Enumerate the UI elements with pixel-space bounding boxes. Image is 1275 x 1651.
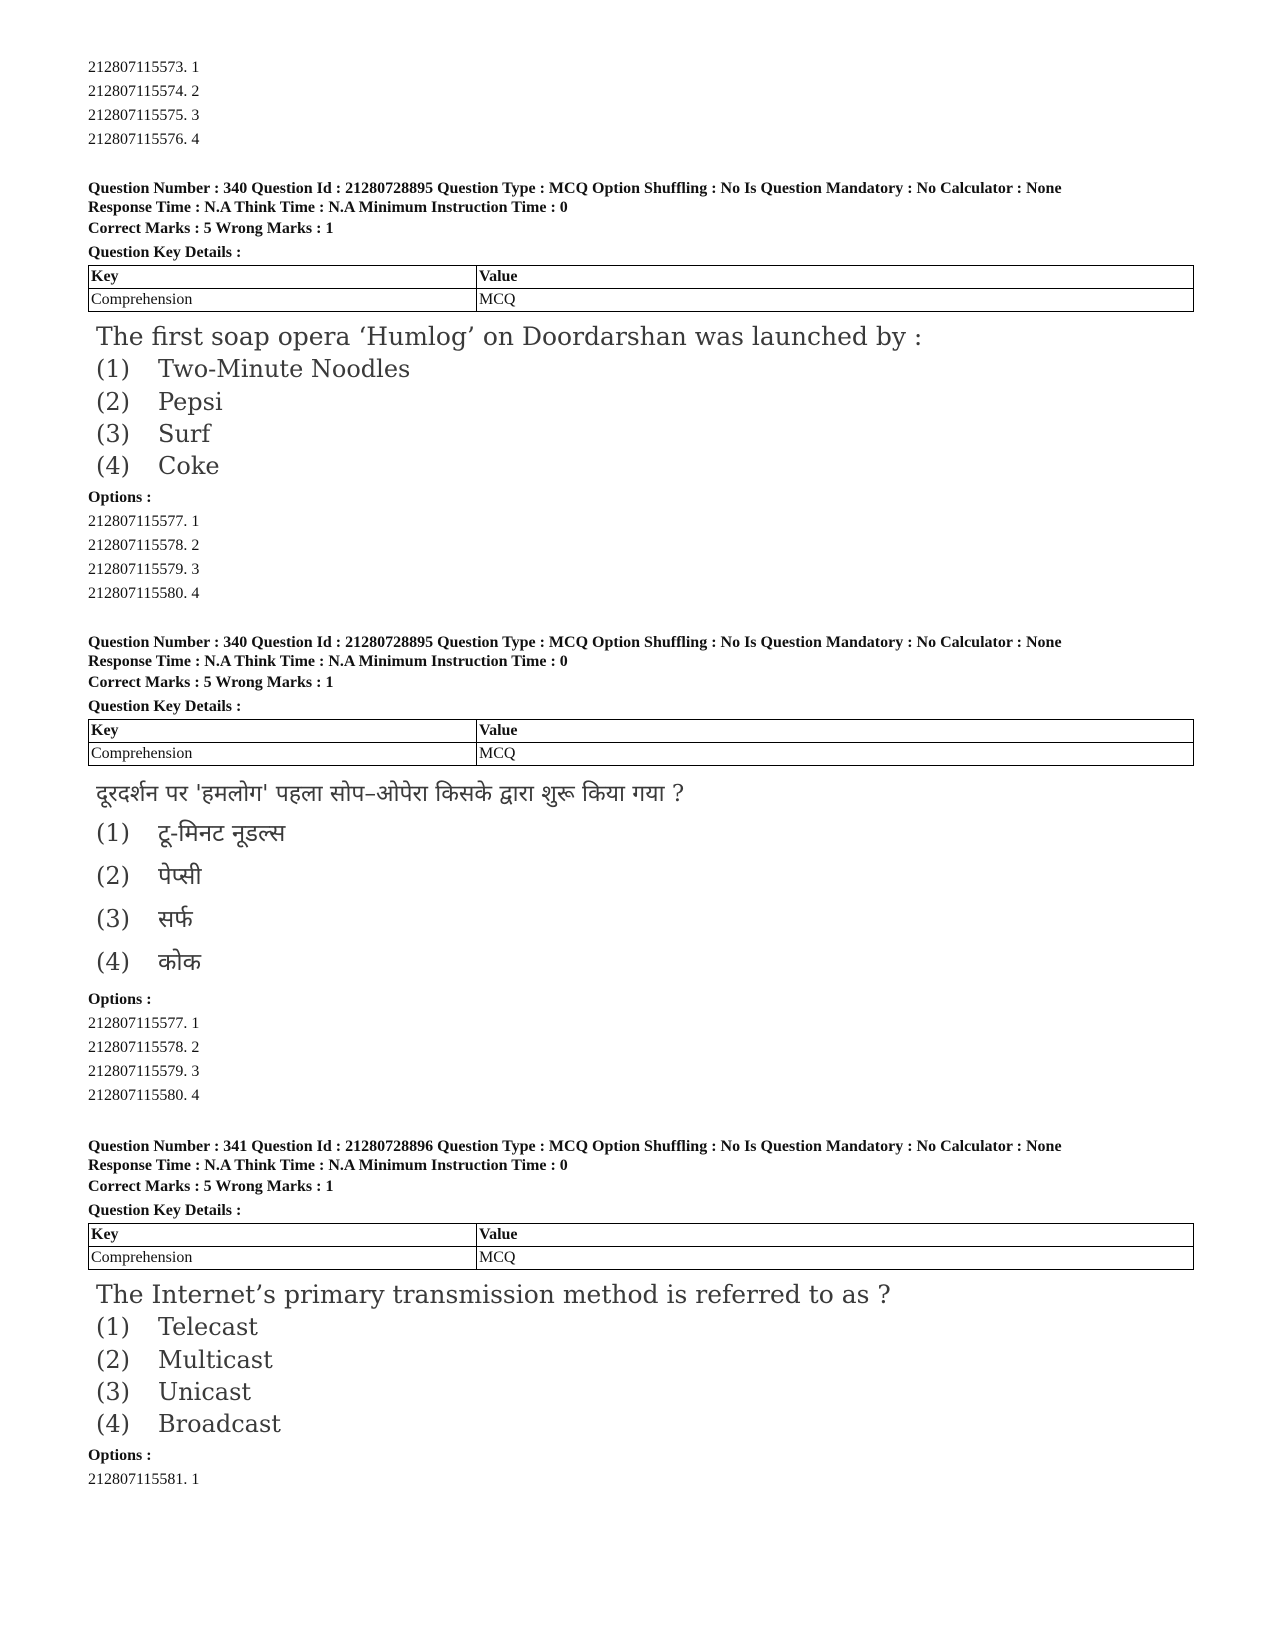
options-label: Options : [88, 1447, 152, 1464]
option-line: 212807115578. 2 [88, 1039, 200, 1056]
choice-text: सर्फ [158, 905, 193, 933]
table-header-value: Value [477, 1224, 1194, 1247]
choice-text: पेप्सी [158, 862, 202, 890]
choice-number: (4) [96, 948, 130, 976]
choice-number: (3) [96, 420, 130, 448]
choice-item [96, 1344, 1194, 1376]
table-row [89, 1247, 1194, 1270]
options-label: Options : [88, 991, 152, 1008]
question-timing: Response Time : N.A Think Time : N.A Minimum Instruction Time : 0 [88, 1157, 568, 1174]
choice-item [96, 353, 1194, 386]
question-block-1 [88, 179, 1194, 606]
table-header-row [89, 1224, 1194, 1247]
option-line: 212807115574. 2 [88, 83, 200, 100]
table-cell-key: Comprehension [89, 289, 477, 312]
options-list [88, 1444, 1194, 1492]
table-cell-key: Comprehension [89, 743, 477, 766]
choice-number: (1) [96, 819, 130, 847]
question-meta: Question Number : 340 Question Id : 21280728895 Question Type : MCQ Option Shuffling : No Is Question Mandatory : No Calculator : None [88, 180, 1062, 197]
option-line: 212807115579. 3 [88, 1063, 200, 1080]
choice-item [96, 386, 1194, 418]
option-line: 212807115573. 1 [88, 59, 200, 76]
question-block-2 [88, 633, 1194, 1108]
choice-text: Multicast [158, 1346, 273, 1374]
choice-text: Unicast [158, 1378, 252, 1406]
choice-text: Two-Minute Noodles [158, 355, 411, 383]
choice-text: कोक [158, 948, 202, 976]
choice-number: (2) [96, 1346, 130, 1374]
choice-number: (2) [96, 388, 130, 416]
option-line: 212807115575. 3 [88, 107, 200, 124]
choice-number: (2) [96, 862, 130, 890]
previous-options-list [88, 56, 1194, 152]
question-marks: Correct Marks : 5 Wrong Marks : 1 [88, 1178, 334, 1195]
key-details-label: Question Key Details : [88, 698, 242, 715]
choice-text: Broadcast [158, 1410, 281, 1438]
choice-item [96, 855, 1194, 898]
choice-item [96, 1408, 1194, 1440]
question-content [96, 776, 1194, 984]
choice-item [96, 418, 1194, 450]
question-text: The Internet’s primary transmission method is referred to as ? [96, 1280, 891, 1309]
choice-text: टू-मिनट नूडल्स [158, 819, 286, 847]
table-cell-key: Comprehension [89, 1247, 477, 1270]
question-marks: Correct Marks : 5 Wrong Marks : 1 [88, 674, 334, 691]
table-header-key: Key [89, 266, 477, 289]
key-details-label: Question Key Details : [88, 244, 242, 261]
question-text: The first soap opera ‘Humlog’ on Doordarshan was launched by : [96, 322, 923, 351]
table-cell-value: MCQ [477, 289, 1194, 312]
option-line: 212807115580. 4 [88, 585, 200, 602]
choice-number: (4) [96, 452, 130, 480]
choice-item [96, 812, 1194, 855]
choice-number: (1) [96, 355, 130, 383]
table-header-value: Value [477, 720, 1194, 743]
table-header-key: Key [89, 1224, 477, 1247]
choice-number: (1) [96, 1313, 130, 1341]
option-line: 212807115576. 4 [88, 131, 200, 148]
option-line: 212807115581. 1 [88, 1471, 200, 1488]
choice-number: (4) [96, 1410, 130, 1438]
key-details-label: Question Key Details : [88, 1202, 242, 1219]
option-line: 212807115579. 3 [88, 561, 200, 578]
question-block-3 [88, 1137, 1194, 1492]
choice-item [96, 941, 1194, 984]
table-header-value: Value [477, 266, 1194, 289]
table-header-row [89, 266, 1194, 289]
question-content [96, 1278, 1194, 1440]
options-list [88, 486, 1194, 606]
key-details-table [88, 265, 1194, 312]
key-details-table [88, 719, 1194, 766]
choice-text: Coke [158, 452, 220, 480]
question-text: दूरदर्शन पर 'हमलोग' पहला सोप–ओपेरा किसके द्वारा शुरू किया गया ? [96, 781, 685, 807]
question-content [96, 320, 1194, 482]
option-line: 212807115577. 1 [88, 1015, 200, 1032]
choice-text: Telecast [158, 1313, 258, 1341]
options-list [88, 988, 1194, 1108]
question-marks: Correct Marks : 5 Wrong Marks : 1 [88, 220, 334, 237]
question-timing: Response Time : N.A Think Time : N.A Minimum Instruction Time : 0 [88, 653, 568, 670]
choice-number: (3) [96, 905, 130, 933]
option-line: 212807115580. 4 [88, 1087, 200, 1104]
choice-item [96, 898, 1194, 941]
choice-item [96, 1311, 1194, 1344]
table-header-key: Key [89, 720, 477, 743]
question-meta: Question Number : 341 Question Id : 21280728896 Question Type : MCQ Option Shuffling : No Is Question Mandatory : No Calculator : None [88, 1138, 1062, 1155]
options-label: Options : [88, 489, 152, 506]
option-line: 212807115578. 2 [88, 537, 200, 554]
table-cell-value: MCQ [477, 1247, 1194, 1270]
choice-text: Surf [158, 420, 211, 448]
table-row [89, 289, 1194, 312]
table-row [89, 743, 1194, 766]
question-meta: Question Number : 340 Question Id : 21280728895 Question Type : MCQ Option Shuffling : No Is Question Mandatory : No Calculator : None [88, 634, 1062, 651]
choice-text: Pepsi [158, 388, 223, 416]
question-timing: Response Time : N.A Think Time : N.A Minimum Instruction Time : 0 [88, 199, 568, 216]
table-header-row [89, 720, 1194, 743]
choice-number: (3) [96, 1378, 130, 1406]
choice-item [96, 1376, 1194, 1408]
choice-item [96, 450, 1194, 482]
key-details-table [88, 1223, 1194, 1270]
option-line: 212807115577. 1 [88, 513, 200, 530]
table-cell-value: MCQ [477, 743, 1194, 766]
